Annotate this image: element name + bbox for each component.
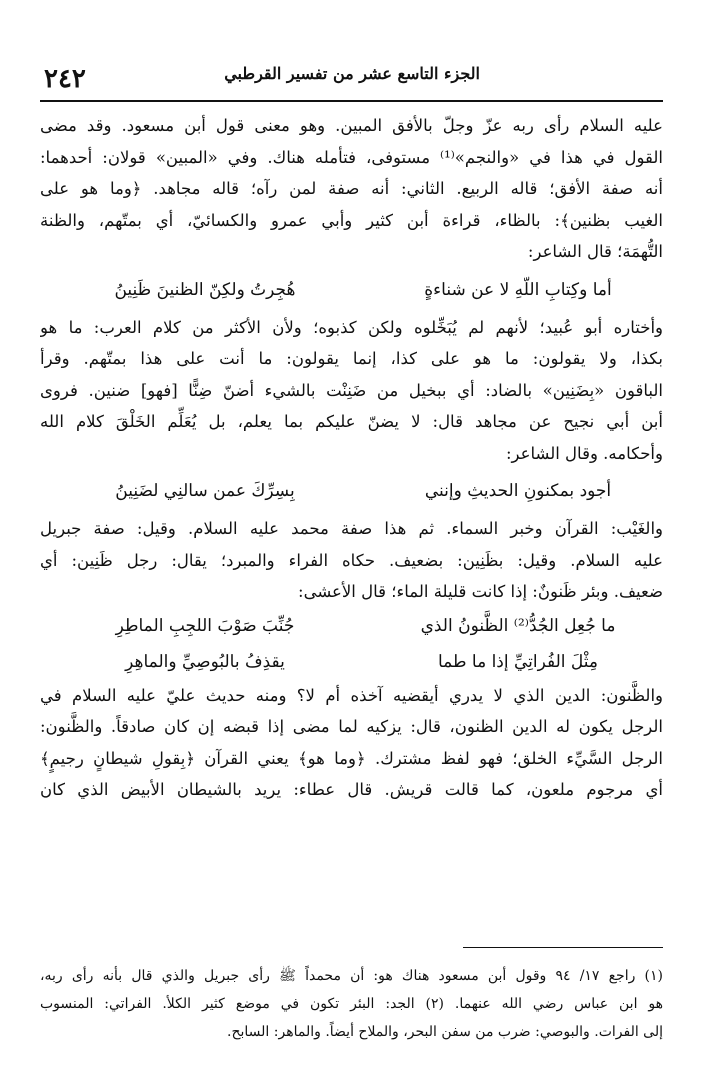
- footnotes: [40, 962, 663, 1046]
- poetry-verse: [40, 268, 663, 312]
- text-line: وأحكامه. وقال الشاعر:: [505, 443, 663, 463]
- verse-first-hemistich: أجود بمكنونِ الحديثِ وإنني: [424, 481, 612, 501]
- footnote-line: (١) راجع ١٧/ ٩٤ وقول أبن مسعود هناك هو: أن محمداً ﷺ رأى جبريل والذي قال بأنه رأى ربه،: [40, 968, 663, 984]
- text-line: الغيب بظنين﴾: بالظاء، قراءة أبن كثير وأبي عمرو والكسائيّ، أي بمتّهم، والظنة: [40, 210, 663, 230]
- poetry-verse: [40, 469, 663, 513]
- verse-first-hemistich: ما جُعِل الجُدُّ⁽²⁾ الظَّنونُ الذي: [420, 615, 616, 636]
- poetry-verse: [40, 608, 663, 644]
- verse-second-hemistich: جُنِّبَ صَوْبَ اللجِبِ الماطِرِ: [115, 615, 295, 636]
- text-line: التُّهمَة؛ قال الشاعر:: [527, 242, 663, 261]
- verse-first-hemistich: مِثْلَ الفُراتِيِّ إذا ما طما: [437, 651, 599, 672]
- text-line: والغَيْب: القرآن وخبر السماء. ثم هذا صفة محمد عليه السلام. وقيل: صفة جبريل: [40, 519, 663, 538]
- poetry-verse: [40, 644, 663, 680]
- text-line: ضعيف. وبئر ظَنونٌ: إذا كانت قليلة الماء؛ قال الأعشى:: [298, 582, 663, 601]
- text-line: بكذا، ولا يقولون: ما هو على كذا، إنما يقولون: ما أنت على هذا بمتّهم. وقرأ: [40, 349, 663, 368]
- text-line: عليه السلام رأى ربه عزّ وجلّ بالأفق المبين. وهو معنى قول أبن مسعود. وقد مضى: [40, 116, 663, 135]
- footnote-line: هو ابن عباس رضي الله عنهما. (٢) الجد: البئر تكون في موضع كثير الكلأ. الفراتي: المنسوب: [40, 996, 663, 1012]
- verse-second-hemistich: يقذِفُ بالبُوصِيِّ والماهِرِ: [125, 651, 285, 672]
- text-line: الرجل يكون له الدين الظنون، قال: يزكيه لما مضى إذا قبضه إن كان صادقاً. والظَّنون:: [40, 717, 663, 736]
- footnote-line: إلى الفرات. والبوصي: ضرب من سفن البحر، والملاح أيضاً. والماهر: السابح.: [227, 1024, 663, 1040]
- verse-first-hemistich: أما وكِتابِ اللّهِ لا عن شناءةٍ: [424, 279, 612, 300]
- running-head: الجزء التاسع عشر من تفسير القرطبي: [224, 64, 480, 83]
- text-line: أبن أبي نجيح عن مجاهد قال: لا يضنّ عليكم بما يعلم، بل يُعَلِّم الخَلْقَ كلام الله: [40, 412, 663, 431]
- page-number: ٢٤٢: [44, 64, 86, 94]
- header-rule: [40, 100, 663, 102]
- text-line: الرجل السَّيِّء الخلق؛ فهو لفظ مشترك. ﴿وما هو﴾ يعني القرآن ﴿بِقولِ شيطانٍ رجيمٍ﴾: [40, 748, 663, 768]
- text-line: عليه السلام. وقيل: بظَنِين: بضعيف. حكاه الفراء والمبرد؛ يقال: رجل ظَنِين: أي: [40, 550, 663, 570]
- main-text: [40, 110, 663, 806]
- text-line: أي مرجوم ملعون، كما قالت قريش. قال عطاء: يريد بالشيطان الأبيض الذي كان: [40, 780, 663, 799]
- verse-second-hemistich: هُجِرتُ ولكِنّ الظنينَ ظَنِينُ: [114, 279, 296, 300]
- text-line: الباقون «بِضَنِين» بالضاد: أي ببخيل من ضَنِنْت بالشيء أضنّ ضِنًّا [فهو] ضنين. فروى: [40, 380, 663, 400]
- text-line: أنه صفة الأفق؛ قاله الربيع. الثاني: أنه صفة لمن رآه؛ قاله مجاهد. ﴿وما هو على: [40, 179, 663, 198]
- text-line: والظَّنون: الدين الذي لا يدري أيقضيه آخذه أم لا؟ ومنه حديث عليّ عليه السلام في: [40, 685, 663, 705]
- verse-second-hemistich: بِسِرِّكَ عمن سالنِي لضَنِينُ: [115, 481, 295, 501]
- footnote-rule: [463, 947, 663, 948]
- text-line: وأختاره أبو عُبيد؛ لأنهم لم يُبَخِّلوه ولكن كذبوه؛ ولأن الأكثر من كلام العرب: ما هو: [40, 317, 663, 337]
- text-line: القول في هذا في «والنجم»⁽¹⁾ مستوفى، فتأمله هناك. وفي «المبين» قولان: أحدهما:: [40, 147, 663, 167]
